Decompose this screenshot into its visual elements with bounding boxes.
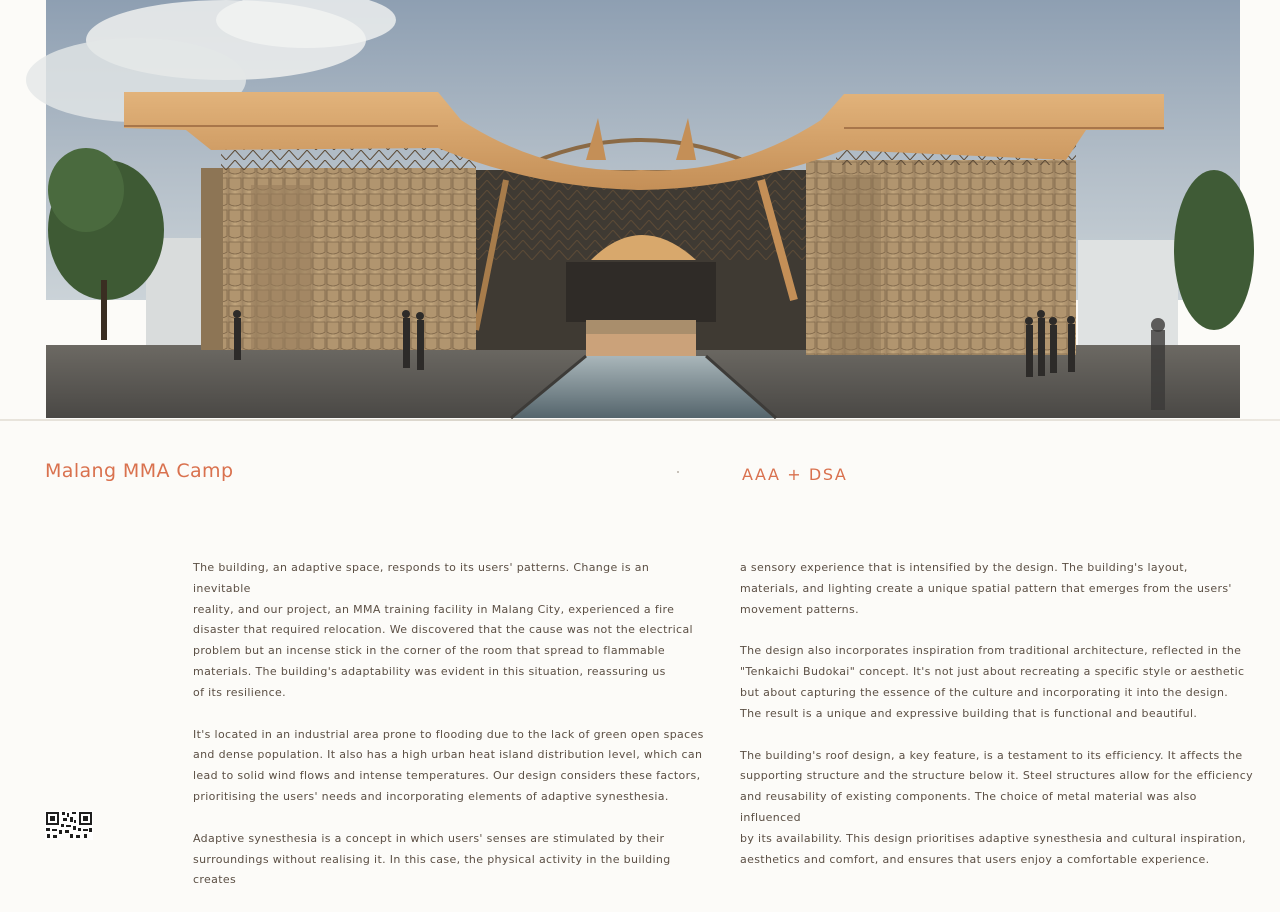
qr-code-icon[interactable] [45, 811, 93, 844]
paragraph-adaptive-synesthesia: Adaptive synesthesia is a concept in which users' senses are stimulated by their surroundings without realising it. In this case, the physical activity in the building creates [193, 831, 671, 887]
paragraph-site-context: It's located in an industrial area prone to flooding due to the lack of green open spaces and dense population. It also has a high urban heat island distribution level, which can lead to solid wind flows and intense temperatures. Our design considers these factors, prioritising the users' needs and incorporating elements of adaptive synesthesia. [193, 727, 704, 803]
body-column-left [193, 558, 708, 912]
image-bottom-edge [0, 419, 1280, 421]
paragraph-roof-design: The building's roof design, a key feature, is a testament to its efficiency. It affects the supporting structure and the structure below it. Steel structures allow for the efficiency and reusability of existing components. The choice of metal material was also influenced by its availability. This design prioritises adaptive synesthesia and cultural inspiration, aesthetics and comfort, and ensures that users enjoy a comfortable experience. [740, 748, 1253, 866]
paragraph-adaptive-space: The building, an adaptive space, responds to its users' patterns. Change is an inevitable reality, and our project, an MMA training facility in Malang City, experienced a fire disaster that required relocation. We discovered that the cause was not the electrical problem but an incense stick in the corner of the room that spread to flammable materials. The building's adaptability was evident in this situation, reassuring us of its resilience. [193, 561, 693, 699]
paragraph-sensory-experience: a sensory experience that is intensified by the design. The building's layout, materials, and lighting create a unique spatial pattern that emerges from the users' movement patterns. [740, 561, 1232, 616]
paragraph-traditional-inspiration: The design also incorporates inspiration from traditional architecture, reflected in the "Tenkaichi Budokai" concept. It's not just about recreating a specific style or aesthetic but about capturing the essence of the culture and incorporating it into the design. The result is a unique and expressive building that is functional and beautiful. [740, 644, 1245, 720]
print-speck [677, 471, 679, 473]
building-rendering-image [46, 0, 1240, 418]
body-column-right [740, 558, 1255, 891]
hero-rendering [46, 0, 1240, 418]
project-title: Malang MMA Camp [45, 460, 234, 482]
firm-credit: AAA + DSA [742, 465, 848, 484]
